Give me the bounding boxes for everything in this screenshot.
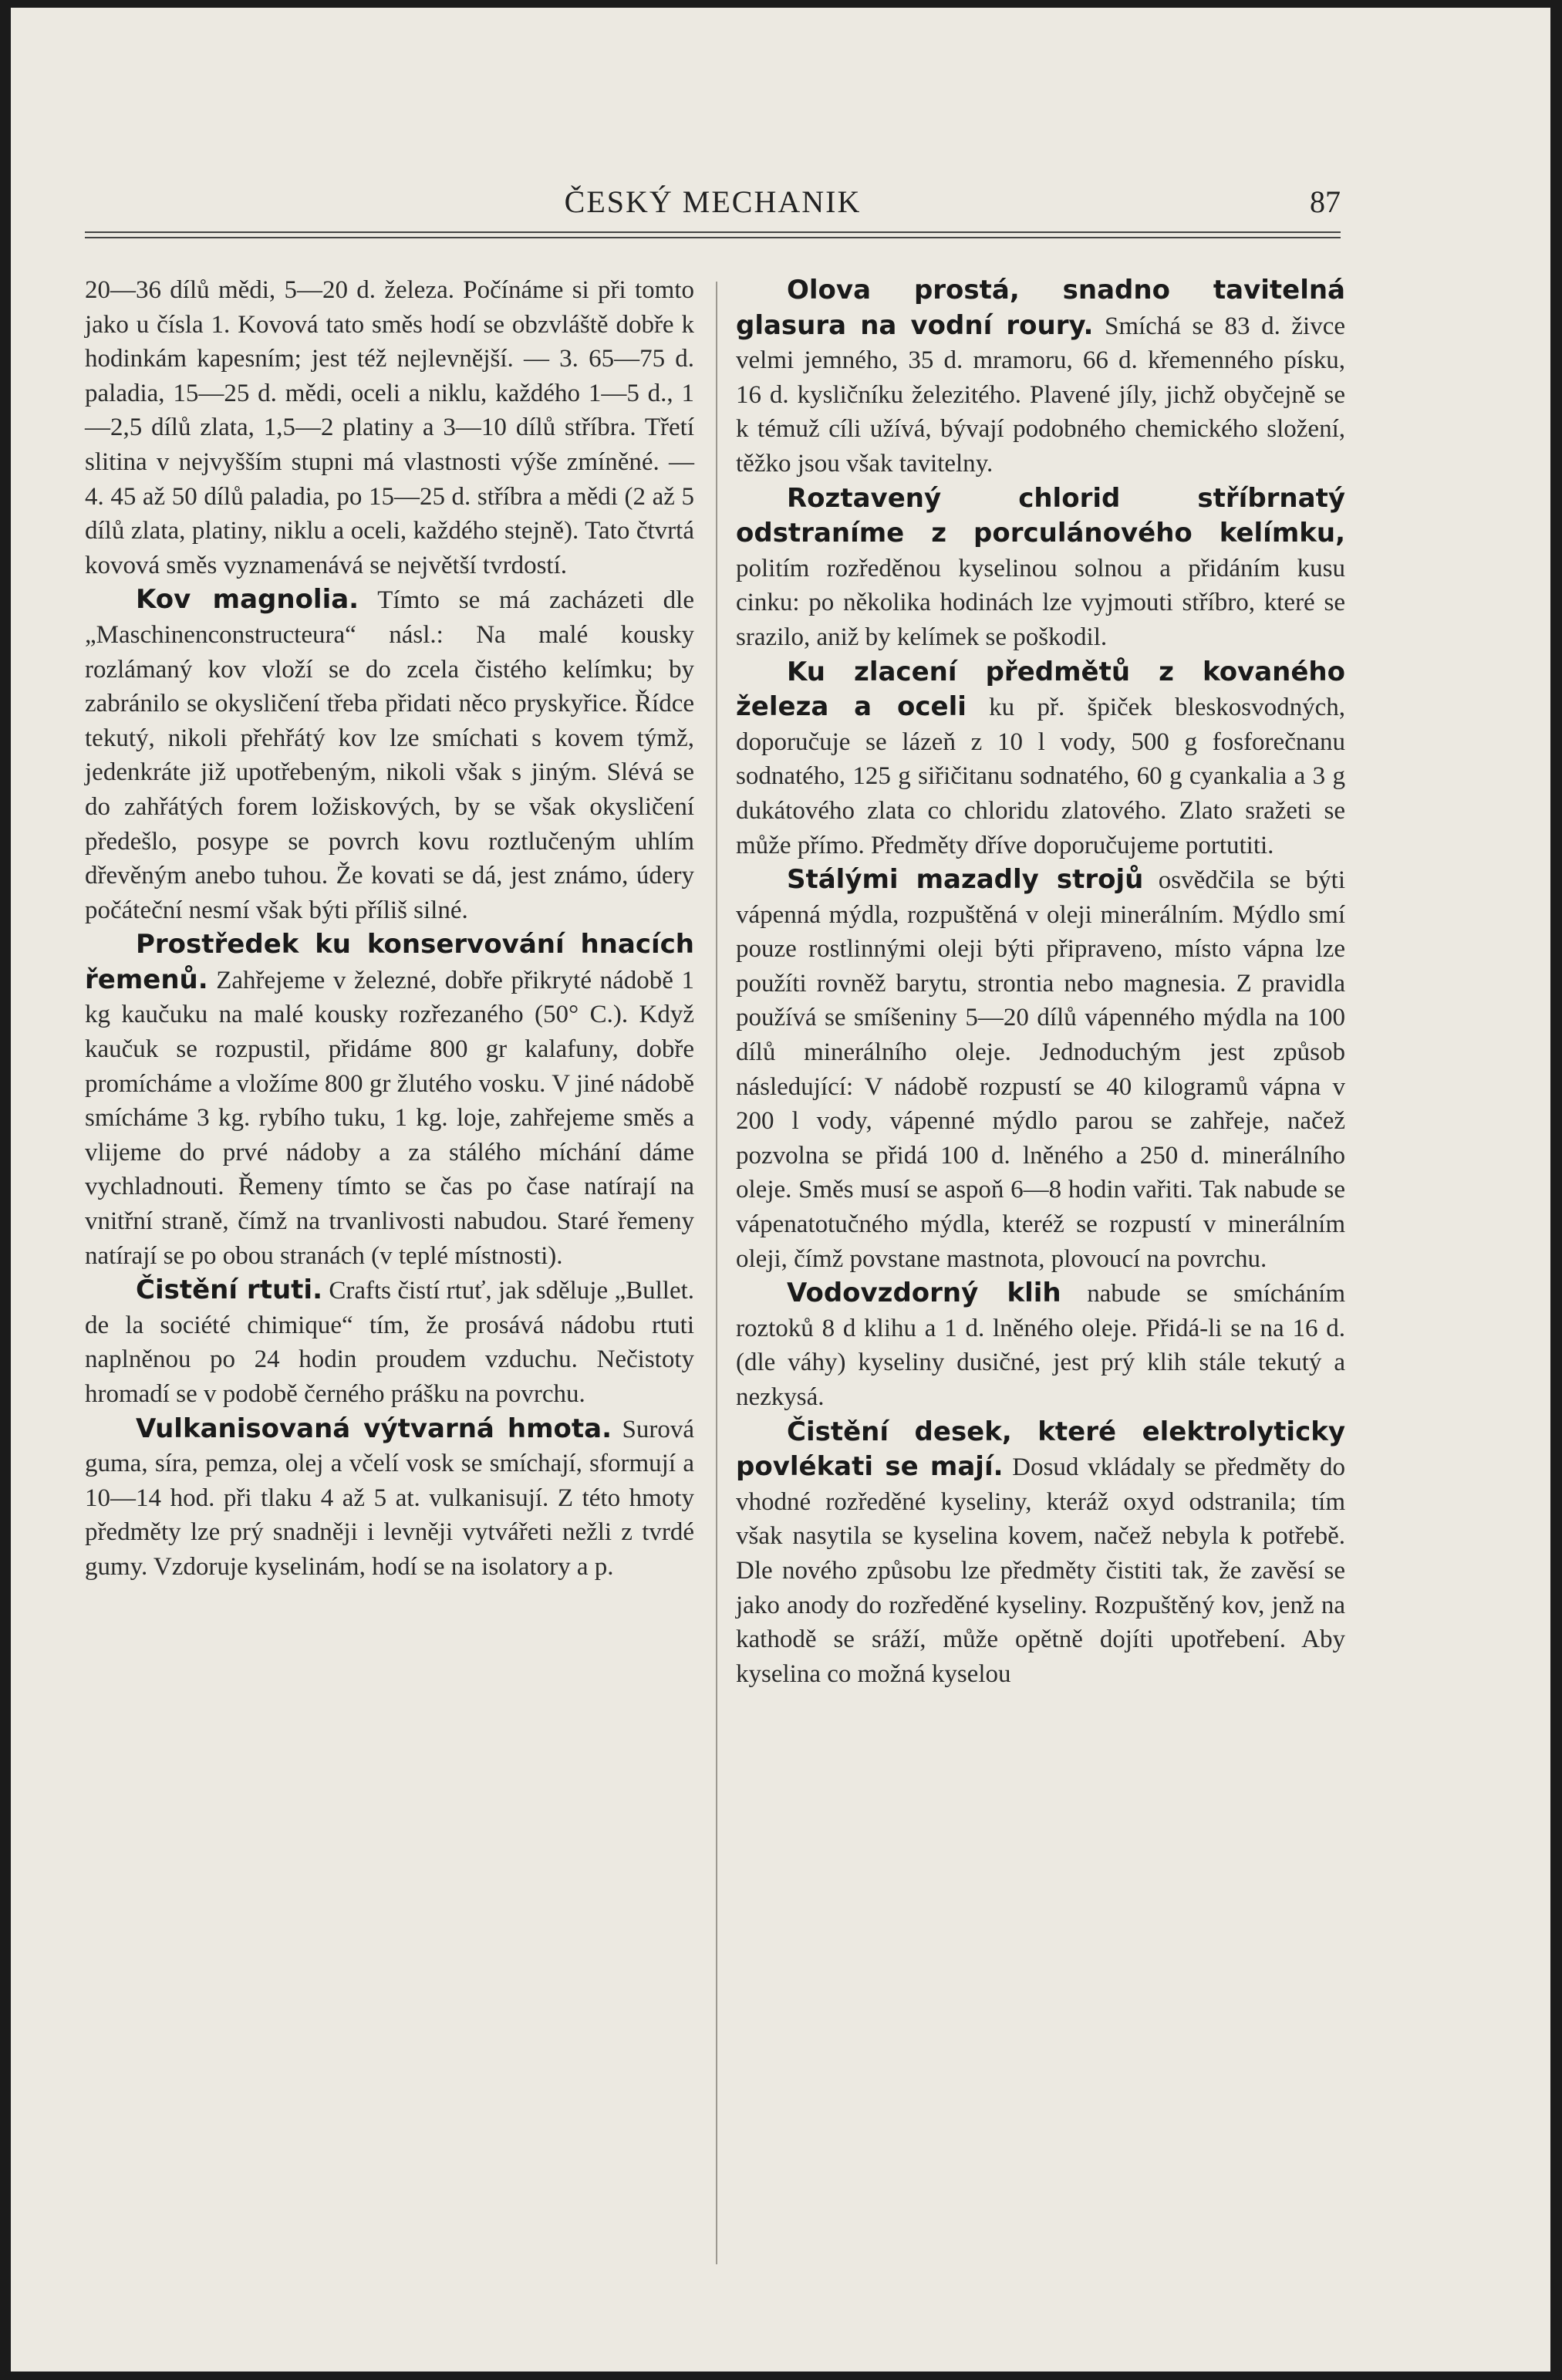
header-rule-top [85, 231, 1341, 233]
section-heading: Čistění rtuti. [136, 1274, 322, 1306]
page-header [85, 184, 1341, 227]
paragraph [736, 1415, 1345, 1692]
paragraph-text: Dosud vkládaly se předměty do vhodné rozředěné kyseliny, kteráž oxyd odstranila; tím však nasytila se kyselina kovem, načež nebyla k potřebě. Dle nového způsobu lze předměty čistiti tak, že zavěsí se jako anody do rozředěné kyseliny. Rozpuštěný kov, jenž na kathodě se sráží, může opětně dojíti upotřebení. Aby kyselina co možná kyselou [736, 1453, 1345, 1688]
section-heading: Stálými mazadly strojů [787, 864, 1144, 896]
paragraph [736, 655, 1345, 863]
running-title: ČESKÝ MECHANIK [564, 184, 862, 219]
paragraph-text: Surová guma, síra, pemza, olej a včelí vosk se smíchají, sformují a 10—14 hod. při tlaku 4 až 5 at. vulkanisují. Z této hmoty předměty lze prý snadněji i levněji vytvářeti nežli z tvrdé gumy. Vzdoruje kyselinám, hodí se na isolatory a p. [85, 1415, 694, 1581]
paragraph [736, 273, 1345, 481]
paragraph [85, 1273, 694, 1411]
paragraph [736, 1276, 1345, 1414]
section-heading: Prostředek ku konservování hnacích řemenů. [85, 929, 694, 995]
paragraph-text: osvědčila se býti vápenná mýdla, rozpuštěná v oleji minerálním. Mýdlo smí pouze rostlinnými oleji býti připraveno, místo vápna lze použíti rovněž barytu, strontia nebo magnesia. Z pravidla používá se smíšeniny 5—20 dílů vápenného mýdla na 100 dílů minerálního oleje. Jednoduchým jest způsob následující: V nádobě rozpustí se 40 kilogramů vápna v 200 l vody, vápenné mýdlo parou se zahřeje, načež pozvolna se přidá 100 d. lněného a 250 d. minerálního oleje. Směs musí se aspoň 6—8 hodin vařiti. Tak nabude se vápenatotučného mýdla, kteréž se rozpustí v minerálním oleji, čímž povstane mastnota, plovoucí na povrchu. [736, 866, 1345, 1273]
column-divider [716, 282, 717, 2264]
left-column [85, 273, 694, 1585]
right-column [736, 273, 1345, 1691]
page [11, 8, 1550, 2372]
header-rule-bottom [85, 237, 1341, 238]
paragraph-text: Crafts čistí rtuť, jak sděluje „Bullet. de la société chimique“ tím, že prosává nádobu rtuti naplněnou po 24 hodin proudem vzduchu. Nečistoty hromadí se v podobě černého prášku na povrchu. [85, 1277, 695, 1408]
paragraph-text: 20—36 dílů mědi, 5—20 d. železa. Počínáme si při tomto jako u čísla 1. Kovová tato směs hodí se obzvláště dobře k hodinkám kapesním; jest též nejlevnější. — 3. 65—75 d. paladia, 15—25 d. mědi, oceli a niklu, každého 1—5 d., 1—2,5 dílů zlata, 1,5—2 platiny a 3—10 dílů stříbra. Třetí slitina v nejvyšším stupni má vlastnosti výše zmíněné. — 4. 45 až 50 dílů paladia, po 15—25 d. stříbra a mědi (2 až 5 dílů zlata, platiny, niklu a oceli, každého stejně). Tato čtvrtá kovová směs vyznamenává se největší tvrdostí. [85, 276, 694, 579]
section-heading: Ku zlacení předmětů z kovaného železa a oceli [736, 656, 1345, 723]
paragraph-text: Tímto se má zacházeti dle „Maschinenconstructeura“ násl.: Na malé kousky rozlámaný kov vloží se do zcela čistého kelímku; by zabránilo se okysličení třeba přidati něco pryskyřice. Řídce tekutý, nikoli přehřátý kov lze smíchati s kovem týmž, jedenkráte již upotřebeným, nikoli však s jiným. Slévá se do zahřátých forem ložiskových, by se však okysličení předešlo, posype se povrch kovu roztlučeným uhlím dřevěným anebo tuhou. Že kovati se dá, jest známo, údery počáteční nesmí však býti příliš silné. [85, 586, 694, 924]
section-heading: Vodovzdorný klih [787, 1278, 1061, 1309]
paragraph [85, 927, 694, 1273]
paragraph [85, 273, 694, 582]
paragraph-text: Smíchá se 83 d. živce velmi jemného, 35 d. mramoru, 66 d. křemenného písku, 16 d. kysličníku železitého. Plavené jíly, jichž obyčejně se k témuž cíli užívá, bývají podobného chemického složení, těžko jsou však tavitelny. [736, 312, 1345, 478]
paragraph-text: nabude se smícháním roztoků 8 d klihu a 1 d. lněného oleje. Přidá-li se na 16 d. (dle váhy) kyseliny dusičné, jest prý klih stále tekutý a nezkysá. [736, 1280, 1345, 1411]
paragraph [736, 481, 1345, 655]
section-heading: Čistění desek, které elektrolyticky povlékati se mají. [736, 1416, 1345, 1483]
page-number: 87 [1310, 184, 1341, 219]
section-heading: Roztavený chlorid stříbrnatý odstraníme z porculánového kelímku, [736, 482, 1345, 549]
paragraph [85, 582, 694, 927]
section-heading: Olova prostá, snadno tavitelná glasura na vodní roury. [736, 275, 1345, 341]
paragraph [85, 1412, 694, 1585]
paragraph [736, 863, 1345, 1276]
paragraph-text: politím rozředěnou kyselinou solnou a přidáním kusu cinku: po několika hodinách lze vyjmouti stříbro, které se srazilo, aniž by kelímek se poškodil. [736, 554, 1345, 651]
section-heading: Vulkanisovaná výtvarná hmota. [136, 1413, 612, 1444]
section-heading: Kov magnolia. [136, 584, 359, 616]
paragraph-text: Zahřejeme v železné, dobře přikryté nádobě 1 kg kaučuku na malé kousky rozřezaného (50° C.). Když kaučuk se rozpustil, přidáme 800 gr kalafuny, dobře promícháme a vložíme 800 gr žlutého vosku. V jiné nádobě smícháme 3 kg. rybího tuku, 1 kg. loje, zahřejeme směs a vlijeme do prvé nádoby a za stálého míchání dáme vychladnouti. Řemeny tímto se čas po čase natírají na vnitřní straně, čímž na trvanlivosti nabudou. Staré řemeny natírají se po obou stranách (v teplé místnosti). [85, 966, 694, 1270]
paragraph-text: ku př. špiček bleskosvodných, doporučuje se lázeň z 10 l vody, 500 g fosforečnanu sodnatého, 125 g siřičitanu sodnatého, 60 g cyankalia a 3 g dukátového zlata co chloridu zlatového. Zlato sražeti se může přímo. Předměty dříve doporučujeme portutiti. [736, 694, 1345, 859]
